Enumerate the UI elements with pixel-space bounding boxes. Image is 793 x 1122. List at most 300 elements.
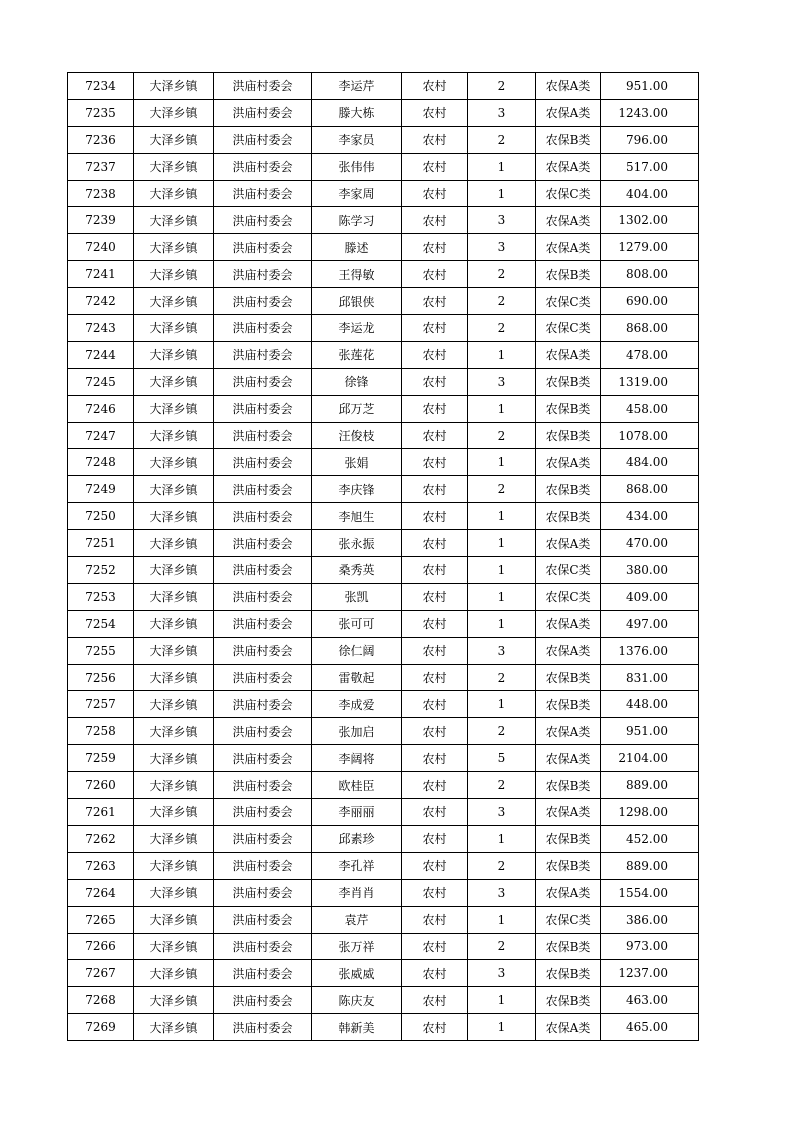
- village-committee-cell: 洪庙村委会: [214, 449, 312, 476]
- name-cell: 袁芹: [312, 906, 402, 933]
- area-type-cell: 农村: [402, 476, 468, 503]
- insurance-category-cell: 农保A类: [536, 73, 601, 100]
- name-cell: 张莲花: [312, 341, 402, 368]
- record-id-cell: 7236: [68, 126, 134, 153]
- amount-cell: 690.00: [601, 288, 699, 315]
- amount-cell: 1078.00: [601, 422, 699, 449]
- insurance-category-cell: 农保A类: [536, 207, 601, 234]
- amount-cell: 458.00: [601, 395, 699, 422]
- amount-cell: 1279.00: [601, 234, 699, 261]
- table-row: [68, 126, 699, 153]
- village-committee-cell: 洪庙村委会: [214, 745, 312, 772]
- household-count-cell: 3: [468, 799, 536, 826]
- table-row: [68, 341, 699, 368]
- household-count-cell: 2: [468, 73, 536, 100]
- town-cell: 大泽乡镇: [134, 933, 214, 960]
- village-committee-cell: 洪庙村委会: [214, 422, 312, 449]
- record-id-cell: 7246: [68, 395, 134, 422]
- town-cell: 大泽乡镇: [134, 583, 214, 610]
- name-cell: 邱素珍: [312, 825, 402, 852]
- table-row: [68, 395, 699, 422]
- insurance-category-cell: 农保B类: [536, 261, 601, 288]
- amount-cell: 470.00: [601, 530, 699, 557]
- insurance-category-cell: 农保A类: [536, 879, 601, 906]
- village-committee-cell: 洪庙村委会: [214, 987, 312, 1014]
- town-cell: 大泽乡镇: [134, 126, 214, 153]
- town-cell: 大泽乡镇: [134, 718, 214, 745]
- table-body: [68, 73, 699, 1041]
- area-type-cell: 农村: [402, 933, 468, 960]
- table-row: [68, 610, 699, 637]
- insurance-category-cell: 农保A类: [536, 610, 601, 637]
- table-row: [68, 503, 699, 530]
- record-id-cell: 7258: [68, 718, 134, 745]
- amount-cell: 497.00: [601, 610, 699, 637]
- record-id-cell: 7247: [68, 422, 134, 449]
- name-cell: 张可可: [312, 610, 402, 637]
- household-count-cell: 1: [468, 987, 536, 1014]
- record-id-cell: 7242: [68, 288, 134, 315]
- record-id-cell: 7249: [68, 476, 134, 503]
- town-cell: 大泽乡镇: [134, 530, 214, 557]
- insurance-category-cell: 农保B类: [536, 960, 601, 987]
- household-count-cell: 3: [468, 960, 536, 987]
- table-row: [68, 960, 699, 987]
- record-id-cell: 7243: [68, 315, 134, 342]
- town-cell: 大泽乡镇: [134, 987, 214, 1014]
- town-cell: 大泽乡镇: [134, 368, 214, 395]
- table-row: [68, 449, 699, 476]
- record-id-cell: 7265: [68, 906, 134, 933]
- village-committee-cell: 洪庙村委会: [214, 153, 312, 180]
- village-committee-cell: 洪庙村委会: [214, 73, 312, 100]
- household-count-cell: 1: [468, 610, 536, 637]
- town-cell: 大泽乡镇: [134, 906, 214, 933]
- village-committee-cell: 洪庙村委会: [214, 368, 312, 395]
- table-row: [68, 288, 699, 315]
- amount-cell: 1376.00: [601, 637, 699, 664]
- household-count-cell: 1: [468, 691, 536, 718]
- town-cell: 大泽乡镇: [134, 99, 214, 126]
- area-type-cell: 农村: [402, 745, 468, 772]
- record-id-cell: 7252: [68, 557, 134, 584]
- amount-cell: 1554.00: [601, 879, 699, 906]
- area-type-cell: 农村: [402, 207, 468, 234]
- insurance-category-cell: 农保A类: [536, 1014, 601, 1041]
- village-committee-cell: 洪庙村委会: [214, 852, 312, 879]
- insurance-category-cell: 农保A类: [536, 234, 601, 261]
- village-committee-cell: 洪庙村委会: [214, 583, 312, 610]
- name-cell: 李运芹: [312, 73, 402, 100]
- area-type-cell: 农村: [402, 610, 468, 637]
- town-cell: 大泽乡镇: [134, 395, 214, 422]
- area-type-cell: 农村: [402, 960, 468, 987]
- name-cell: 张威威: [312, 960, 402, 987]
- insurance-category-cell: 农保A类: [536, 341, 601, 368]
- amount-cell: 386.00: [601, 906, 699, 933]
- name-cell: 张娟: [312, 449, 402, 476]
- village-committee-cell: 洪庙村委会: [214, 207, 312, 234]
- village-committee-cell: 洪庙村委会: [214, 180, 312, 207]
- area-type-cell: 农村: [402, 315, 468, 342]
- town-cell: 大泽乡镇: [134, 637, 214, 664]
- record-id-cell: 7250: [68, 503, 134, 530]
- record-id-cell: 7253: [68, 583, 134, 610]
- name-cell: 徐仁阔: [312, 637, 402, 664]
- table-row: [68, 772, 699, 799]
- table-row: [68, 261, 699, 288]
- insurance-category-cell: 农保A类: [536, 99, 601, 126]
- name-cell: 李家员: [312, 126, 402, 153]
- household-count-cell: 2: [468, 288, 536, 315]
- insurance-category-cell: 农保B类: [536, 852, 601, 879]
- amount-cell: 868.00: [601, 315, 699, 342]
- record-id-cell: 7263: [68, 852, 134, 879]
- household-count-cell: 1: [468, 557, 536, 584]
- record-id-cell: 7240: [68, 234, 134, 261]
- table-row: [68, 825, 699, 852]
- town-cell: 大泽乡镇: [134, 476, 214, 503]
- town-cell: 大泽乡镇: [134, 449, 214, 476]
- record-id-cell: 7267: [68, 960, 134, 987]
- record-id-cell: 7269: [68, 1014, 134, 1041]
- village-committee-cell: 洪庙村委会: [214, 341, 312, 368]
- household-count-cell: 2: [468, 852, 536, 879]
- name-cell: 张万祥: [312, 933, 402, 960]
- name-cell: 李阔将: [312, 745, 402, 772]
- record-id-cell: 7248: [68, 449, 134, 476]
- amount-cell: 889.00: [601, 852, 699, 879]
- town-cell: 大泽乡镇: [134, 1014, 214, 1041]
- amount-cell: 868.00: [601, 476, 699, 503]
- record-id-cell: 7251: [68, 530, 134, 557]
- area-type-cell: 农村: [402, 530, 468, 557]
- area-type-cell: 农村: [402, 557, 468, 584]
- town-cell: 大泽乡镇: [134, 288, 214, 315]
- household-count-cell: 5: [468, 745, 536, 772]
- table-row: [68, 799, 699, 826]
- town-cell: 大泽乡镇: [134, 852, 214, 879]
- household-count-cell: 1: [468, 825, 536, 852]
- record-id-cell: 7241: [68, 261, 134, 288]
- household-count-cell: 2: [468, 422, 536, 449]
- name-cell: 李家周: [312, 180, 402, 207]
- amount-cell: 1243.00: [601, 99, 699, 126]
- town-cell: 大泽乡镇: [134, 315, 214, 342]
- table-row: [68, 422, 699, 449]
- village-committee-cell: 洪庙村委会: [214, 126, 312, 153]
- household-count-cell: 3: [468, 207, 536, 234]
- town-cell: 大泽乡镇: [134, 503, 214, 530]
- name-cell: 李旭生: [312, 503, 402, 530]
- name-cell: 张凯: [312, 583, 402, 610]
- household-count-cell: 3: [468, 879, 536, 906]
- household-count-cell: 2: [468, 933, 536, 960]
- record-id-cell: 7235: [68, 99, 134, 126]
- household-count-cell: 3: [468, 99, 536, 126]
- insurance-category-cell: 农保B类: [536, 987, 601, 1014]
- table-row: [68, 637, 699, 664]
- record-id-cell: 7239: [68, 207, 134, 234]
- name-cell: 张永振: [312, 530, 402, 557]
- area-type-cell: 农村: [402, 261, 468, 288]
- name-cell: 滕述: [312, 234, 402, 261]
- town-cell: 大泽乡镇: [134, 960, 214, 987]
- town-cell: 大泽乡镇: [134, 610, 214, 637]
- insurance-category-cell: 农保B类: [536, 476, 601, 503]
- household-count-cell: 1: [468, 1014, 536, 1041]
- insurance-category-cell: 农保B类: [536, 368, 601, 395]
- area-type-cell: 农村: [402, 1014, 468, 1041]
- table-row: [68, 583, 699, 610]
- name-cell: 李成爱: [312, 691, 402, 718]
- area-type-cell: 农村: [402, 772, 468, 799]
- record-id-cell: 7237: [68, 153, 134, 180]
- table-row: [68, 99, 699, 126]
- area-type-cell: 农村: [402, 422, 468, 449]
- amount-cell: 808.00: [601, 261, 699, 288]
- household-count-cell: 2: [468, 315, 536, 342]
- amount-cell: 889.00: [601, 772, 699, 799]
- insurance-category-cell: 农保B类: [536, 503, 601, 530]
- insurance-category-cell: 农保C类: [536, 180, 601, 207]
- amount-cell: 1237.00: [601, 960, 699, 987]
- area-type-cell: 农村: [402, 180, 468, 207]
- village-committee-cell: 洪庙村委会: [214, 718, 312, 745]
- household-count-cell: 1: [468, 341, 536, 368]
- amount-cell: 380.00: [601, 557, 699, 584]
- area-type-cell: 农村: [402, 691, 468, 718]
- table-row: [68, 879, 699, 906]
- household-count-cell: 1: [468, 503, 536, 530]
- insurance-category-cell: 农保C类: [536, 557, 601, 584]
- town-cell: 大泽乡镇: [134, 745, 214, 772]
- village-committee-cell: 洪庙村委会: [214, 933, 312, 960]
- insurance-category-cell: 农保A类: [536, 449, 601, 476]
- name-cell: 李孔祥: [312, 852, 402, 879]
- area-type-cell: 农村: [402, 879, 468, 906]
- record-id-cell: 7264: [68, 879, 134, 906]
- amount-cell: 1319.00: [601, 368, 699, 395]
- area-type-cell: 农村: [402, 799, 468, 826]
- record-id-cell: 7245: [68, 368, 134, 395]
- table-row: [68, 1014, 699, 1041]
- name-cell: 李运龙: [312, 315, 402, 342]
- amount-cell: 465.00: [601, 1014, 699, 1041]
- record-id-cell: 7266: [68, 933, 134, 960]
- name-cell: 李丽丽: [312, 799, 402, 826]
- area-type-cell: 农村: [402, 395, 468, 422]
- insurance-category-cell: 农保B类: [536, 422, 601, 449]
- name-cell: 邱万芝: [312, 395, 402, 422]
- household-count-cell: 1: [468, 530, 536, 557]
- data-table: [67, 72, 699, 1041]
- area-type-cell: 农村: [402, 368, 468, 395]
- area-type-cell: 农村: [402, 664, 468, 691]
- table-row: [68, 73, 699, 100]
- area-type-cell: 农村: [402, 987, 468, 1014]
- household-count-cell: 1: [468, 583, 536, 610]
- household-count-cell: 1: [468, 180, 536, 207]
- record-id-cell: 7261: [68, 799, 134, 826]
- name-cell: 李庆锋: [312, 476, 402, 503]
- town-cell: 大泽乡镇: [134, 799, 214, 826]
- insurance-category-cell: 农保A类: [536, 799, 601, 826]
- household-count-cell: 2: [468, 772, 536, 799]
- record-id-cell: 7256: [68, 664, 134, 691]
- table-row: [68, 207, 699, 234]
- village-committee-cell: 洪庙村委会: [214, 288, 312, 315]
- village-committee-cell: 洪庙村委会: [214, 395, 312, 422]
- village-committee-cell: 洪庙村委会: [214, 664, 312, 691]
- town-cell: 大泽乡镇: [134, 153, 214, 180]
- village-committee-cell: 洪庙村委会: [214, 557, 312, 584]
- town-cell: 大泽乡镇: [134, 341, 214, 368]
- area-type-cell: 农村: [402, 99, 468, 126]
- amount-cell: 951.00: [601, 73, 699, 100]
- village-committee-cell: 洪庙村委会: [214, 906, 312, 933]
- household-count-cell: 2: [468, 476, 536, 503]
- record-id-cell: 7268: [68, 987, 134, 1014]
- record-id-cell: 7259: [68, 745, 134, 772]
- household-count-cell: 2: [468, 126, 536, 153]
- village-committee-cell: 洪庙村委会: [214, 99, 312, 126]
- table-row: [68, 180, 699, 207]
- table-row: [68, 906, 699, 933]
- record-id-cell: 7255: [68, 637, 134, 664]
- village-committee-cell: 洪庙村委会: [214, 691, 312, 718]
- area-type-cell: 农村: [402, 341, 468, 368]
- town-cell: 大泽乡镇: [134, 557, 214, 584]
- amount-cell: 517.00: [601, 153, 699, 180]
- area-type-cell: 农村: [402, 126, 468, 153]
- area-type-cell: 农村: [402, 906, 468, 933]
- record-id-cell: 7238: [68, 180, 134, 207]
- household-count-cell: 2: [468, 718, 536, 745]
- table-row: [68, 315, 699, 342]
- household-count-cell: 1: [468, 906, 536, 933]
- amount-cell: 404.00: [601, 180, 699, 207]
- village-committee-cell: 洪庙村委会: [214, 879, 312, 906]
- name-cell: 韩新美: [312, 1014, 402, 1041]
- village-committee-cell: 洪庙村委会: [214, 503, 312, 530]
- amount-cell: 1302.00: [601, 207, 699, 234]
- area-type-cell: 农村: [402, 852, 468, 879]
- insurance-category-cell: 农保C类: [536, 288, 601, 315]
- insurance-category-cell: 农保C类: [536, 315, 601, 342]
- insurance-category-cell: 农保A类: [536, 637, 601, 664]
- area-type-cell: 农村: [402, 288, 468, 315]
- amount-cell: 2104.00: [601, 745, 699, 772]
- amount-cell: 1298.00: [601, 799, 699, 826]
- table-row: [68, 557, 699, 584]
- record-id-cell: 7257: [68, 691, 134, 718]
- town-cell: 大泽乡镇: [134, 180, 214, 207]
- table-row: [68, 153, 699, 180]
- table-row: [68, 476, 699, 503]
- amount-cell: 463.00: [601, 987, 699, 1014]
- amount-cell: 831.00: [601, 664, 699, 691]
- amount-cell: 973.00: [601, 933, 699, 960]
- insurance-category-cell: 农保A类: [536, 745, 601, 772]
- household-count-cell: 3: [468, 637, 536, 664]
- town-cell: 大泽乡镇: [134, 234, 214, 261]
- table-row: [68, 933, 699, 960]
- insurance-category-cell: 农保B类: [536, 395, 601, 422]
- name-cell: 邱银侠: [312, 288, 402, 315]
- household-count-cell: 1: [468, 449, 536, 476]
- amount-cell: 452.00: [601, 825, 699, 852]
- area-type-cell: 农村: [402, 583, 468, 610]
- insurance-category-cell: 农保A类: [536, 153, 601, 180]
- record-id-cell: 7244: [68, 341, 134, 368]
- amount-cell: 409.00: [601, 583, 699, 610]
- area-type-cell: 农村: [402, 234, 468, 261]
- insurance-category-cell: 农保C类: [536, 906, 601, 933]
- amount-cell: 434.00: [601, 503, 699, 530]
- household-count-cell: 3: [468, 368, 536, 395]
- name-cell: 雷敬起: [312, 664, 402, 691]
- table-row: [68, 852, 699, 879]
- area-type-cell: 农村: [402, 503, 468, 530]
- name-cell: 张伟伟: [312, 153, 402, 180]
- town-cell: 大泽乡镇: [134, 772, 214, 799]
- village-committee-cell: 洪庙村委会: [214, 960, 312, 987]
- insurance-category-cell: 农保B类: [536, 691, 601, 718]
- amount-cell: 484.00: [601, 449, 699, 476]
- name-cell: 欧桂臣: [312, 772, 402, 799]
- town-cell: 大泽乡镇: [134, 207, 214, 234]
- town-cell: 大泽乡镇: [134, 879, 214, 906]
- town-cell: 大泽乡镇: [134, 261, 214, 288]
- village-committee-cell: 洪庙村委会: [214, 799, 312, 826]
- village-committee-cell: 洪庙村委会: [214, 1014, 312, 1041]
- village-committee-cell: 洪庙村委会: [214, 476, 312, 503]
- insurance-category-cell: 农保B类: [536, 664, 601, 691]
- record-id-cell: 7254: [68, 610, 134, 637]
- area-type-cell: 农村: [402, 73, 468, 100]
- insurance-category-cell: 农保A类: [536, 718, 601, 745]
- table-row: [68, 530, 699, 557]
- insurance-category-cell: 农保C类: [536, 583, 601, 610]
- name-cell: 陈学习: [312, 207, 402, 234]
- insurance-category-cell: 农保B类: [536, 126, 601, 153]
- village-committee-cell: 洪庙村委会: [214, 315, 312, 342]
- amount-cell: 448.00: [601, 691, 699, 718]
- household-count-cell: 2: [468, 261, 536, 288]
- town-cell: 大泽乡镇: [134, 825, 214, 852]
- table-row: [68, 987, 699, 1014]
- household-count-cell: 3: [468, 234, 536, 261]
- village-committee-cell: 洪庙村委会: [214, 772, 312, 799]
- name-cell: 张加启: [312, 718, 402, 745]
- name-cell: 李肖肖: [312, 879, 402, 906]
- record-id-cell: 7260: [68, 772, 134, 799]
- village-committee-cell: 洪庙村委会: [214, 825, 312, 852]
- table-row: [68, 664, 699, 691]
- table-row: [68, 745, 699, 772]
- table-row: [68, 234, 699, 261]
- town-cell: 大泽乡镇: [134, 73, 214, 100]
- village-committee-cell: 洪庙村委会: [214, 261, 312, 288]
- area-type-cell: 农村: [402, 825, 468, 852]
- record-id-cell: 7234: [68, 73, 134, 100]
- record-id-cell: 7262: [68, 825, 134, 852]
- town-cell: 大泽乡镇: [134, 691, 214, 718]
- insurance-category-cell: 农保B类: [536, 933, 601, 960]
- area-type-cell: 农村: [402, 718, 468, 745]
- town-cell: 大泽乡镇: [134, 664, 214, 691]
